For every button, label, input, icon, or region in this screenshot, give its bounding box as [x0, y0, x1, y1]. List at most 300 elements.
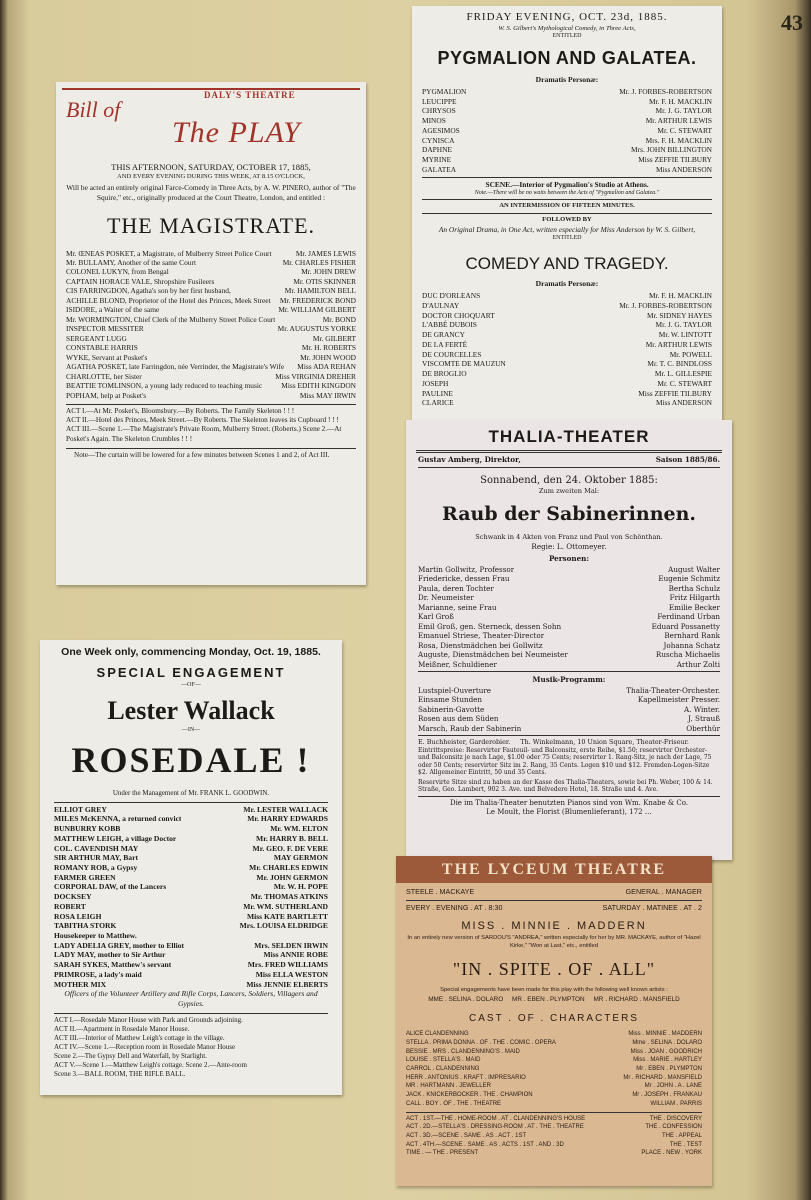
dramatis-label-2: Dramatis Personæ:: [535, 278, 599, 288]
cast-row: [406, 1048, 702, 1057]
cast-row: [54, 873, 328, 883]
divider: [418, 671, 720, 672]
performer-name: THE . TEST: [669, 1141, 702, 1148]
role-name: BUNBURRY KOBB: [54, 824, 121, 834]
magistrate-banner: [62, 88, 360, 158]
cast-row: [66, 372, 356, 381]
role-name: ROBERT: [54, 901, 86, 911]
performer-name: Mr. HARRY EDWARDS: [247, 814, 328, 824]
note-text: Note.—There will be no waits between the Acts of "Pygmalion and Galatea.": [474, 189, 660, 196]
followed-by: FOLLOWED BY: [542, 216, 592, 224]
cast-row: [422, 398, 712, 408]
performer-name: Mr. ARTHUR LEWIS: [645, 339, 712, 349]
divider: [422, 177, 712, 178]
theater-title: THALIA-THEATER: [488, 427, 650, 446]
role-name: ELLIOT GREY: [54, 804, 107, 814]
role-name: D'AULNAY: [422, 300, 460, 310]
magistrate-playbill: [56, 82, 366, 585]
cast-row: [66, 315, 356, 324]
performer-name: Oberthür: [686, 723, 720, 733]
performer-name: Mr . EBEN . PLYMPTON: [636, 1066, 702, 1073]
cast-row: [54, 980, 328, 990]
regie-text: Regie: L. Ottomeyer.: [531, 541, 607, 551]
performer-name: August Walter: [668, 564, 720, 574]
role-name: MYRINE: [422, 155, 452, 165]
cast-row: [54, 805, 328, 815]
act-row: [406, 1123, 702, 1132]
act-row: [406, 1115, 702, 1124]
acts-list: [54, 1016, 328, 1079]
divider: [422, 213, 712, 214]
play-title: ROSEDALE !: [71, 739, 311, 780]
performer-name: Miss . JOAN . GOODRICH: [630, 1048, 702, 1055]
performer-name: Mr. H. ROBERTS: [301, 343, 356, 353]
performer-name: Miss ELLA WESTON: [255, 969, 328, 979]
performer-name: Mr. F. H. MACKLIN: [648, 96, 712, 106]
cast-row: [54, 970, 328, 980]
cast-row: [66, 353, 356, 362]
cast-row: [406, 1039, 702, 1048]
performer-name: Mr. C. STEWART: [657, 125, 712, 135]
role-name: Karl Groß: [418, 612, 454, 622]
role-name: FARMER GREEN: [54, 872, 116, 882]
cast-list: [406, 1030, 702, 1108]
performer-name: Mr. J. G. TAYLOR: [655, 320, 712, 330]
role-name: CALL . BOY . OF . THE . THEATRE: [406, 1100, 502, 1107]
cast-row: [418, 593, 720, 603]
credits-text: E. Buchheister, Garderobier. Th. Winkelmann, 10 Union Square, Theater-Friseur.: [418, 738, 689, 747]
cast-row: [418, 612, 720, 622]
performer-name: Miss . MINNIE . MADDERN: [628, 1031, 702, 1038]
role-name: TABITHA STORK: [54, 921, 117, 931]
role-name: LEUCIPPE: [422, 96, 457, 106]
role-name: Auguste, Dienstmädchen bei Neumeister: [418, 650, 568, 660]
role-name: HERR . ANTONIUS . KRAFT . IMPRESARIO: [406, 1074, 526, 1081]
date-line: Sonnabend, den 24. Oktober 1885:: [480, 474, 658, 486]
times-left: EVERY . EVENING . AT . 8:30: [406, 902, 503, 912]
divider: [406, 1112, 702, 1113]
role-name: LOUISE . STELLA'S . MAID: [406, 1057, 481, 1064]
role-name: DE LA FERTÉ: [422, 339, 468, 349]
entitled-label-2: ENTITLED: [552, 234, 582, 241]
performer-name: Mrs. F. H. MACKLIN: [645, 135, 712, 145]
performer-name: Mr . JOSEPH . FRANKAU: [632, 1092, 702, 1099]
performer-name: Mr. JAMES LEWIS: [295, 248, 356, 258]
performer-name: PLACE . NEW . YORK: [641, 1150, 702, 1157]
performer-name: Mr. WM. SUTHERLAND: [243, 901, 328, 911]
cast-row: [418, 631, 720, 641]
cast-row: [422, 350, 712, 360]
performer-name: Mrs. JOHN BILLINGTON: [631, 145, 712, 155]
engagement-dates: One Week only, commencing Monday, Oct. 19, 1885.: [61, 646, 321, 658]
role-name: ACHILLE BLOND, Proprietor of the Hotel des Princes, Meek Street: [66, 295, 271, 305]
cast-row: [422, 155, 712, 165]
persons-label: Personen:: [548, 554, 590, 564]
role-name: Martin Gollwitz, Professor: [418, 564, 515, 574]
role-name: DE BROGLIO: [422, 369, 467, 379]
role-name: Rosa, Dienstmädchen bei Gollwitz: [418, 640, 543, 650]
florist-text: Le Moult, the Florist (Blumenlieferant), 172 …: [486, 807, 652, 816]
pygmalion-playbill: [412, 6, 722, 434]
cast-list: [422, 87, 712, 175]
performer-name: Mr. C. STEWART: [657, 378, 712, 388]
role-name: DUC D'ORLEANS: [422, 290, 481, 300]
role-name: Mr. BULLAMY, Another of the same Court: [66, 258, 197, 267]
cast-row: [422, 379, 712, 389]
cast-list: [66, 249, 356, 401]
cast-row: [418, 584, 720, 594]
performer-name: Mr. WM. ELTON: [270, 824, 328, 834]
performer-name: Eugenie Schmitz: [658, 574, 720, 584]
play-title: "IN . SPITE . OF . ALL": [452, 959, 656, 980]
role-name: MINOS: [422, 116, 446, 126]
rosedale-playbill: [40, 640, 342, 1095]
performer-name: J. Strauß: [688, 714, 720, 724]
cast-row: [422, 291, 712, 301]
performer-name: Miss JENNIE ELBERTS: [246, 979, 328, 989]
role-name: CONSTABLE HARRIS: [66, 343, 138, 353]
role-name: CIS FARRINGDON, Agatha's son by her first husband,: [66, 286, 231, 296]
role-name: ACT . 3D.—SCENE . SAME . AS . ACT . 1ST: [406, 1132, 527, 1139]
performer-name: Mr. AUGUSTUS YORKE: [277, 324, 356, 334]
role-name: DE COURCELLES: [422, 349, 482, 359]
intro-text: In an entirely new version of SARDOU'S "ANDREA," written especially for her by MR. MACKAYE, author of "Hazel Kirke," "Won at Last," etc., entitled: [407, 935, 701, 949]
act-row: [406, 1149, 702, 1158]
role-name: Mr. ŒNEAS POSKET, a Magistrate, of Mulberry Street Police Court: [66, 248, 272, 258]
role-name: STELLA . PRIMA DONNA . OF . THE . COMIC . OPERA: [406, 1040, 556, 1047]
role-name: SIR ARTHUR MAY, Bart: [54, 853, 138, 863]
role-name: MATTHEW LEIGH, a village Doctor: [54, 833, 177, 843]
act-line: ACT II.—Hotel des Princes, Meek Street.—By Roberts. The Skeleton leaves its Cupboard ! ! !: [66, 416, 339, 425]
cast-row: [418, 574, 720, 584]
cast-row: [422, 97, 712, 107]
cast-row: [66, 305, 356, 314]
cast-row: [422, 320, 712, 330]
music-program: [418, 686, 720, 734]
performer-name: Mr. THOMAS ATKINS: [250, 892, 328, 902]
role-name: VISCOMTE DE MAUZUN: [422, 359, 506, 369]
manager-right: GENERAL . MANAGER: [625, 887, 702, 897]
cast-row: [66, 334, 356, 343]
cast-row: [406, 1091, 702, 1100]
divider: [416, 450, 722, 453]
performer-name: Mrs. FRED WILLIAMS: [247, 960, 328, 970]
role-name: Emanuel Striese, Theater-Director: [418, 631, 545, 641]
cast-row: [418, 622, 720, 632]
performer-name: Mr. JOHN DREW: [301, 267, 356, 277]
performer-name: Mr. GEO. F. DE VERE: [252, 843, 328, 853]
cast-row: [418, 660, 720, 670]
performer-name: Mr. CHARLES EDWIN: [249, 863, 328, 873]
role-name: LADY MAY, mother to Sir Arthur: [54, 950, 166, 960]
performer-name: Mr. LESTER WALLACK: [243, 804, 328, 814]
performer-name: Miss ZEFFIE TILBURY: [638, 155, 712, 165]
director-text: Gustav Amberg, Direktor,: [418, 455, 521, 465]
cast-row: [406, 1056, 702, 1065]
cast-row: [406, 1074, 702, 1083]
role-name: Friedericke, dessen Frau: [418, 574, 510, 584]
performer-name: Miss ADA REHAN: [297, 362, 356, 372]
role-name: BEATTIE TOMLINSON, a young lady reduced to teaching music: [66, 381, 263, 391]
performer-name: Mr. GILBERT: [312, 333, 356, 343]
cast-row: [422, 136, 712, 146]
cast-row: [422, 87, 712, 97]
cast-row: [66, 277, 356, 286]
performer-name: Mr. WILLIAM GILBERT: [278, 305, 356, 315]
role-name: ISIDORE, a Waiter of the same: [66, 305, 160, 315]
cast-row: [406, 1100, 702, 1109]
role-name: CORPORAL DAW, of the Lancers: [54, 882, 167, 892]
role-name: POPHAM, help at Posket's: [66, 390, 147, 400]
role-name: CAPTAIN HORACE VALE, Shropshire Fusileers: [66, 276, 215, 286]
music-row: [418, 686, 720, 696]
special-text: Special engagements have been made for this play with the following well known artists :: [440, 987, 668, 994]
role-name: TIME . — THE . PRESENT: [406, 1150, 479, 1157]
role-name: ACT . 4TH.—SCENE . SAME . AS . ACTS . 1ST . AND . 3D: [406, 1141, 564, 1148]
role-name: COLONEL LUKYN, from Bengal: [66, 267, 169, 277]
role-name: DE GRANCY: [422, 330, 465, 340]
cast-row: [406, 1065, 702, 1074]
note-text: Note—The curtain will be lowered for a few minutes between Scenes 1 and 2, of Act III.: [74, 450, 330, 459]
performer-name: Miss ZEFFIE TILBURY: [638, 388, 712, 398]
performer-name: Mr. POWELL: [669, 349, 712, 359]
role-name: CYNISCA: [422, 135, 455, 145]
in-label: —IN—: [181, 727, 201, 733]
cast-row: [54, 921, 328, 931]
role-name: MILES McKENNA, a returned convict: [54, 814, 182, 824]
role-name: Rosen aus dem Süden: [418, 714, 499, 724]
drama-line: An Original Drama, in One Act, written especially for Miss Anderson by W. S. Gilbert,: [438, 224, 696, 234]
dramatis-label: Dramatis Personæ:: [535, 74, 599, 84]
cast-row: [66, 258, 356, 267]
performer-name: Arthur Zolti: [676, 659, 720, 669]
performer-name: Eduard Possanetty: [651, 621, 720, 631]
performer-name: Mr. J. G. TAYLOR: [655, 106, 712, 116]
cast-row: [406, 1030, 702, 1039]
performer-name: Kapellmeister Presser.: [637, 695, 720, 705]
music-label: Musik-Programm:: [532, 675, 606, 685]
performer-name: Mr. FREDERICK BOND: [279, 295, 356, 305]
cast-row: [422, 126, 712, 136]
act-line: ACT I.—Rosedale Manor House with Park and Grounds adjoining.: [54, 1015, 243, 1024]
role-name: DOCTOR CHOQUART: [422, 310, 495, 320]
cast-row: [54, 824, 328, 834]
cast-row: [54, 863, 328, 873]
star-name: Lester Wallack: [107, 695, 275, 725]
cast-row: [422, 145, 712, 155]
role-name: ACT . 1ST.—THE . HOME-ROOM . AT . CLANDENNING'S HOUSE: [406, 1115, 586, 1122]
evening-line: AND EVERY EVENING DURING THIS WEEK, AT 8.15 O'CLOCK,: [117, 173, 305, 180]
subheader: W. S. Gilbert's Mythological Comedy, in Three Acts,: [498, 24, 636, 32]
role-name: GALATEA: [422, 165, 457, 175]
cast-row: [66, 343, 356, 352]
performer-name: Mr. W. LINTOTT: [658, 330, 712, 340]
role-name: INSPECTOR MESSITER: [66, 324, 144, 334]
role-name: Sabinerin-Gavotte: [418, 704, 485, 714]
performer-name: Johanna Schatz: [663, 640, 720, 650]
pianos-text: Die im Thalia-Theater benutzten Pianos sind von Wm. Knabe & Co.: [449, 798, 689, 807]
performer-name: Miss . MARIE . HARTLEY: [633, 1057, 702, 1064]
play-title: THE MAGISTRATE.: [106, 213, 316, 239]
role-name: Emil Groß, gen. Sterneck, dessen Sohn: [418, 621, 562, 631]
role-name: JOSEPH: [422, 378, 449, 388]
performer-name: Thalia-Theater-Orchester.: [626, 685, 720, 695]
act-row: [406, 1141, 702, 1150]
cast-row: [422, 116, 712, 126]
performer-name: Mr. BOND: [322, 314, 356, 324]
performer-name: Mrs. SELDEN IRWIN: [254, 940, 328, 950]
manager-left: STEELE . MACKAYE: [406, 887, 475, 897]
cast-row: [54, 950, 328, 960]
cast-row: [54, 814, 328, 824]
cast-row: [54, 912, 328, 922]
performer-name: Miss ANDERSON: [655, 398, 712, 408]
acts-list: [406, 1115, 702, 1158]
role-name: L'ABBÉ DUBOIS: [422, 320, 477, 330]
play-title: Raub der Sabinerinnen.: [441, 502, 697, 525]
performer-name: Mr. ARTHUR LEWIS: [645, 116, 712, 126]
performer-name: THE . CONFESSION: [645, 1124, 702, 1131]
tickets-text: Reservirte Sitze sind zu haben an der Kasse des Thalia-Theaters, sowie bei Ph. Weber, 100 & 14. Straße, Geo. Lambert, 902 3. Ave. und Belvedere Hotel, 18. Straße und 4. Ave.: [418, 778, 713, 794]
cast-row: [66, 362, 356, 371]
performer-name: Bertha Schulz: [668, 583, 720, 593]
role-name: WYKE, Servant at Posket's: [66, 352, 148, 362]
theater-title: THE LYCEUM THEATRE: [396, 856, 712, 883]
star-name: MISS . MINNIE . MADDERN: [461, 920, 647, 933]
cast-row: [66, 324, 356, 333]
act-line: ACT III.—Scene 1.—The Magistrate's Private Room, Mulberry Street. (Roberts.) Scene 2.—At Posket's Again. The Skeleton Crumbles ! ! !: [66, 425, 342, 443]
role-name: ALICE CLANDENNING: [406, 1031, 469, 1038]
performer-name: Fritz Hilgarth: [669, 593, 720, 603]
role-name: MOTHER MIX: [54, 979, 107, 989]
performer-name: Mr. L. GILLESPIE: [654, 369, 712, 379]
role-name: PRIMROSE, a lady's maid: [54, 969, 142, 979]
cast-row: [422, 165, 712, 175]
cast-row: [418, 565, 720, 575]
cast-row: [422, 369, 712, 379]
cast-row: [422, 311, 712, 321]
role-name: Marianne, seine Frau: [418, 602, 497, 612]
performer-name: [324, 931, 328, 941]
play-title: PYGMALION AND GALATEA.: [437, 48, 697, 69]
cast-row: [418, 650, 720, 660]
divider: [418, 735, 720, 736]
role-name: MR . HARTMANN . JEWELLER: [406, 1083, 491, 1090]
act-line: ACT V.—Scene 1.—Matthew Leigh's cottage. Scene 2.—Ante-room: [54, 1060, 247, 1069]
role-name: Mr. WORMINGTON, Chief Clerk of the Mulberry Street Police Court: [66, 314, 276, 324]
performer-name: Ruscha Michaelis: [655, 650, 720, 660]
act-line: ACT I.—At Mr. Posket's, Bloomsbury.—By Roberts. The Family Skeleton ! ! !: [66, 407, 295, 416]
cast-row: [54, 941, 328, 951]
cast-row: [54, 902, 328, 912]
performer-name: Mr. W. H. POPE: [273, 882, 328, 892]
performer-name: Miss MAY IRWIN: [299, 390, 356, 400]
performer-name: Bernhard Rank: [664, 631, 720, 641]
cast-row: [422, 340, 712, 350]
performer-name: Mr . JOHN . A . LANE: [644, 1083, 702, 1090]
role-name: CLARICE: [422, 398, 454, 408]
cast-row: [66, 296, 356, 305]
divider: [418, 467, 720, 468]
role-name: SERGEANT LUGG: [66, 333, 127, 343]
divider: [406, 900, 702, 901]
cast-row: [54, 834, 328, 844]
cast-row: [66, 381, 356, 390]
performer-name: Mr. J. FORBES-ROBERTSON: [619, 86, 712, 96]
banner-left-text: Bill of: [66, 97, 121, 122]
artists-text: MME . SELINA . DOLARO MR . EBEN . PLYMPTON MR . RICHARD . MANSFIELD: [428, 995, 680, 1003]
date-header: FRIDAY EVENING, OCT. 23d, 1885.: [466, 11, 668, 23]
performer-name: Mr. HARRY B. BELL: [256, 833, 328, 843]
act-line: ACT IV.—Scene 1.—Reception room in Rosedale Manor House: [54, 1042, 236, 1051]
cast-row: [54, 853, 328, 863]
cast-list: [418, 565, 720, 670]
management-text: Under the Management of Mr. FRANK L. GOODWIN.: [112, 788, 270, 797]
role-name: BESSIE . MRS . CLANDENNING'S . MAID: [406, 1048, 520, 1055]
role-name: DOCKSEY: [54, 892, 92, 902]
intro-text: Will be acted an entirely original Farce-Comedy in Three Acts, by A. W. PINERO, author of "The Squire," etc., originally produced at the Court Theatre, London, and entitled :: [66, 183, 356, 202]
performer-name: Miss ANNIE ROBE: [263, 950, 328, 960]
role-name: CARROL . CLANDENNING: [406, 1066, 480, 1073]
date-line: THIS AFTERNOON, SATURDAY, OCTOBER 17, 1885,: [111, 162, 311, 172]
role-name: ROMANY ROB, a Gypsy: [54, 863, 138, 873]
season-text: Saison 1885/86.: [655, 455, 720, 465]
performer-name: Ferdinand Urban: [657, 612, 720, 622]
performer-name: Mrs. LOUISA ELDRIDGE: [239, 921, 328, 931]
cast-row: [422, 301, 712, 311]
role-name: CHRYSOS: [422, 106, 456, 116]
role-name: ACT . 2D.—STELLA'S . DRESSING-ROOM . AT . THE . THEATRE: [406, 1124, 584, 1131]
role-name: Housekeeper to Matthew.: [54, 931, 137, 941]
cast-row: [54, 931, 328, 941]
cast-row: [54, 882, 328, 892]
performer-name: Miss KATE BARTLETT: [246, 911, 328, 921]
cast-row: [54, 960, 328, 970]
role-name: AGATHA POSKET, late Farringdon, née Verrinder, the Magistrate's Wife: [66, 362, 285, 372]
performer-name: Mr. T. C. BINDLOSS: [647, 359, 712, 369]
role-name: COL. CAVENDISH MAY: [54, 843, 139, 853]
prices-text: Eintrittspreise: Reservirter Fauteuil- und Balconsitz, erste Reihe, $1.50; reservirter Orchester- und Balconsitz je nach Lage, $1.00 oder 75 Cents; reservirter 1. Rang-Sitz, je nach der Lage, 75 oder 50 Cents; reservirter Sitz im 2. Rang, 35 Cents. Logen $10 und $12. Fremden-Logen-Sitze $2. Allgemeiner Eintritt, 50 und 35 Cents.: [418, 746, 712, 777]
cast-label: CAST . OF . CHARACTERS: [469, 1012, 639, 1024]
role-name: CHARLOTTE, her Sister: [66, 371, 142, 381]
intermission-text: AN INTERMISSION OF FIFTEEN MINUTES.: [499, 202, 635, 210]
role-name: ROSA LEIGH: [54, 911, 102, 921]
performer-name: Mme . SELINA . DOLARO: [632, 1040, 702, 1047]
cast-row: [66, 267, 356, 276]
cast-row: [418, 641, 720, 651]
cast-row: [66, 249, 356, 258]
performer-name: A. Winter.: [683, 704, 720, 714]
performer-name: THE . DISCOVERY: [649, 1115, 702, 1122]
scene-text: SCENE.—Interior of Pygmalion's Studio at Athens.: [485, 179, 649, 189]
performer-name: Mr. OTIS SKINNER: [293, 276, 356, 286]
role-name: Dr. Neumeister: [418, 593, 474, 603]
act-row: [406, 1132, 702, 1141]
performer-name: WILLIAM . PARRIS: [650, 1100, 702, 1107]
cast-list-2: [422, 291, 712, 408]
performer-name: Mr. SIDNEY HAYES: [647, 310, 712, 320]
performer-name: Miss EDITH KINGDON: [281, 381, 356, 391]
divider: [418, 796, 720, 797]
cast-row: [422, 359, 712, 369]
divider: [422, 199, 712, 200]
cast-row: [406, 1082, 702, 1091]
role-name: Paula, deren Tochter: [418, 583, 494, 593]
of-label: —OF—: [181, 682, 201, 689]
role-name: DAPHNE: [422, 145, 452, 155]
role-name: LADY ADELIA GREY, mother to Elliot: [54, 940, 185, 950]
role-name: SARAH SYKES, Matthew's servant: [54, 960, 172, 970]
